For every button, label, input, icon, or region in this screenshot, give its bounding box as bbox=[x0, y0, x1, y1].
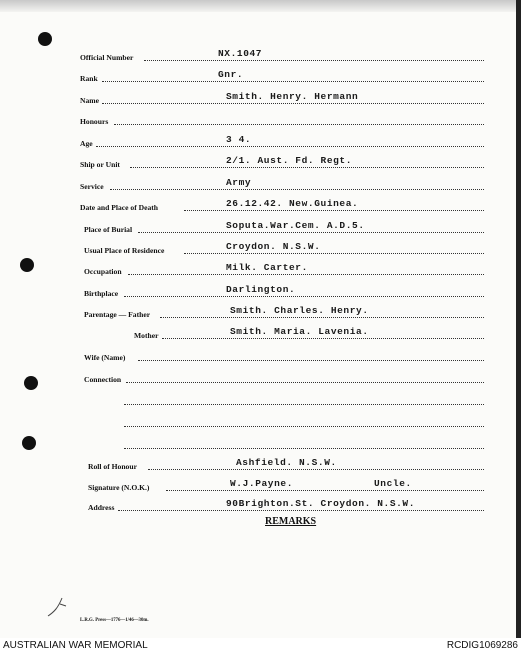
blank-line bbox=[0, 388, 521, 408]
dotted-line bbox=[102, 81, 484, 82]
dotted-line bbox=[110, 189, 484, 190]
residence-row bbox=[0, 237, 521, 257]
field-label: Mother bbox=[134, 331, 159, 340]
dotted-line bbox=[126, 382, 484, 383]
age-row bbox=[0, 130, 521, 150]
field-label: Connection bbox=[84, 375, 122, 384]
official-number-row bbox=[0, 44, 521, 64]
blank-line bbox=[0, 410, 521, 430]
birthplace-value: Darlington. bbox=[226, 284, 296, 295]
burial-row bbox=[0, 216, 521, 236]
honours-row bbox=[0, 108, 521, 128]
pencil-mark bbox=[44, 590, 74, 620]
field-label: Ship or Unit bbox=[80, 160, 120, 169]
dotted-line bbox=[184, 210, 484, 211]
roll-of-honour-row bbox=[0, 453, 521, 473]
field-label: Address bbox=[88, 503, 115, 512]
field-label: Official Number bbox=[80, 53, 134, 62]
dotted-line bbox=[102, 103, 484, 104]
dotted-line bbox=[114, 124, 484, 125]
death-value: 26.12.42. New.Guinea. bbox=[226, 198, 359, 209]
field-label: Parentage — Father bbox=[84, 310, 151, 319]
field-label: Place of Burial bbox=[84, 225, 133, 234]
archive-footer bbox=[0, 638, 521, 654]
address-value: 90Brighton.St. Croydon. N.S.W. bbox=[226, 498, 416, 509]
dotted-line bbox=[128, 274, 484, 275]
roll-of-honour-value: Ashfield. N.S.W. bbox=[236, 457, 337, 468]
field-label: Occupation bbox=[84, 267, 122, 276]
archive-id: RCDIG1069286 bbox=[446, 640, 518, 651]
field-label: Rank bbox=[80, 74, 98, 83]
service-row bbox=[0, 173, 521, 193]
wife-row bbox=[0, 344, 521, 364]
field-label: Honours bbox=[80, 117, 109, 126]
death-row bbox=[0, 194, 521, 214]
occupation-value: Milk. Carter. bbox=[226, 262, 308, 273]
dotted-line bbox=[118, 510, 484, 511]
dotted-line bbox=[166, 490, 484, 491]
dotted-line bbox=[124, 404, 484, 405]
unit-value: 2/1. Aust. Fd. Regt. bbox=[226, 155, 353, 166]
rank-value: Gnr. bbox=[218, 69, 244, 80]
dotted-line bbox=[144, 60, 484, 61]
field-label: Name bbox=[80, 96, 99, 105]
field-label: Signature (N.O.K.) bbox=[88, 483, 150, 492]
field-label: Wife (Name) bbox=[84, 353, 126, 362]
official-number-value: NX.1047 bbox=[218, 48, 263, 59]
burial-value: Soputa.War.Cem. A.D.5. bbox=[226, 220, 365, 231]
unit-row bbox=[0, 151, 521, 171]
field-label: Age bbox=[80, 139, 93, 148]
residence-value: Croydon. N.S.W. bbox=[226, 241, 321, 252]
mother-row bbox=[0, 322, 521, 342]
dotted-line bbox=[96, 146, 484, 147]
archive-name: AUSTRALIAN WAR MEMORIAL bbox=[3, 640, 148, 651]
signature-row bbox=[0, 474, 521, 494]
dotted-line bbox=[160, 317, 484, 318]
scan-top-band bbox=[0, 0, 521, 12]
rank-row bbox=[0, 65, 521, 85]
birthplace-row bbox=[0, 280, 521, 300]
service-value: Army bbox=[226, 177, 252, 188]
connection-row bbox=[0, 366, 521, 386]
dotted-line bbox=[138, 232, 484, 233]
dotted-line bbox=[124, 448, 484, 449]
name-value: Smith. Henry. Hermann bbox=[226, 91, 359, 102]
field-label: Birthplace bbox=[84, 289, 119, 298]
dotted-line bbox=[124, 296, 484, 297]
name-row bbox=[0, 87, 521, 107]
occupation-row bbox=[0, 258, 521, 278]
father-value: Smith. Charles. Henry. bbox=[230, 305, 369, 316]
mother-value: Smith. Maria. Lavenia. bbox=[230, 326, 369, 337]
dotted-line bbox=[148, 469, 484, 470]
address-row bbox=[0, 494, 521, 514]
field-label: Service bbox=[80, 182, 104, 191]
dotted-line bbox=[130, 167, 484, 168]
dotted-line bbox=[138, 360, 484, 361]
dotted-line bbox=[162, 338, 484, 339]
dotted-line bbox=[184, 253, 484, 254]
field-label: Roll of Honour bbox=[88, 462, 137, 471]
father-row bbox=[0, 301, 521, 321]
field-label: Usual Place of Residence bbox=[84, 246, 165, 255]
remarks-heading: REMARKS bbox=[265, 516, 317, 527]
field-label: Date and Place of Death bbox=[80, 203, 159, 212]
dotted-line bbox=[124, 426, 484, 427]
signature-value: W.J.Payne. bbox=[230, 478, 294, 489]
form-reference: L.R.G. Press—1776—1/46—30m. bbox=[80, 618, 149, 623]
blank-line bbox=[0, 432, 521, 452]
age-value: 3 4. bbox=[226, 134, 252, 145]
signature-relation: Uncle. bbox=[374, 478, 412, 489]
